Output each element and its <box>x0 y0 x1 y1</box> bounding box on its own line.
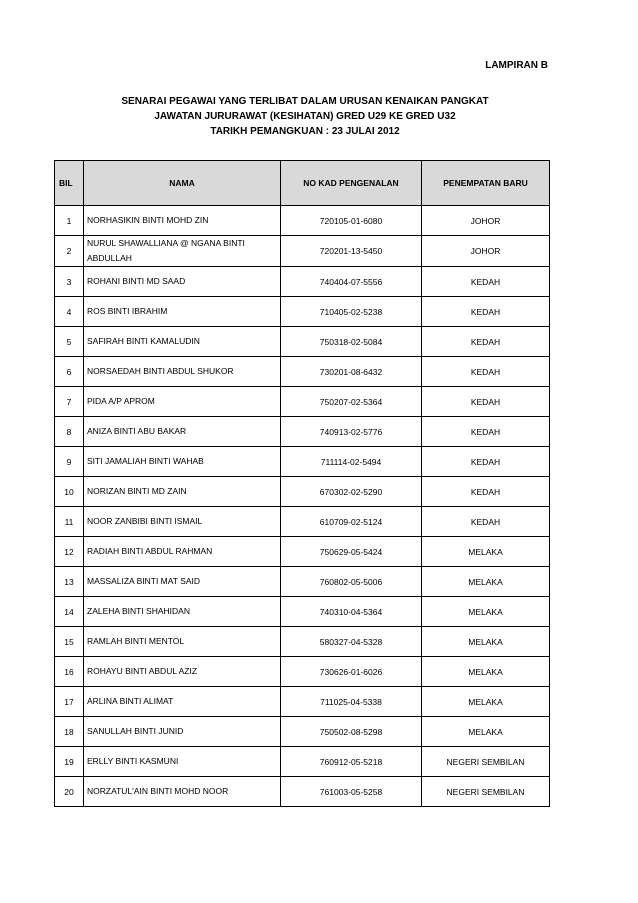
table-row <box>55 777 550 807</box>
cell-penempatan: KEDAH <box>422 477 550 507</box>
cell-kad-pengenalan: 740913-02-5776 <box>281 417 422 447</box>
cell-nama <box>84 717 281 747</box>
cell-penempatan: KEDAH <box>422 357 550 387</box>
cell-nama <box>84 777 281 807</box>
cell-nama <box>84 297 281 327</box>
table-row <box>55 417 550 447</box>
col-header-nama: NAMA <box>84 161 281 206</box>
cell-nama-text: ZALEHA BINTI SHAHIDAN <box>87 606 190 616</box>
col-header-bil: BIL <box>55 161 84 206</box>
cell-kad-pengenalan: 761003-05-5258 <box>281 777 422 807</box>
cell-bil: 11 <box>55 507 84 537</box>
cell-nama <box>84 507 281 537</box>
cell-nama-text: SITI JAMALIAH BINTI WAHAB <box>87 456 204 466</box>
cell-nama <box>84 417 281 447</box>
cell-nama-text: ROHANI BINTI MD SAAD <box>87 276 186 286</box>
col-header-penempatan: PENEMPATAN BARU <box>422 161 550 206</box>
table-row <box>55 597 550 627</box>
cell-bil: 19 <box>55 747 84 777</box>
cell-bil: 15 <box>55 627 84 657</box>
cell-kad-pengenalan: 750207-02-5364 <box>281 387 422 417</box>
cell-nama <box>84 236 281 267</box>
cell-nama-text: ERLLY BINTI KASMUNI <box>87 756 179 766</box>
cell-nama-text: NURUL SHAWALLIANA @ NGANA BINTI ABDULLAH <box>87 238 245 263</box>
cell-bil: 1 <box>55 206 84 236</box>
cell-nama-text: ROS BINTI IBRAHIM <box>87 306 168 316</box>
cell-bil: 7 <box>55 387 84 417</box>
cell-kad-pengenalan: 720201-13-5450 <box>281 236 422 267</box>
cell-kad-pengenalan: 710405-02-5238 <box>281 297 422 327</box>
cell-nama <box>84 627 281 657</box>
cell-kad-pengenalan: 750629-05-5424 <box>281 537 422 567</box>
title-line-3: TARIKH PEMANGKUAN : 23 JULAI 2012 <box>210 126 400 137</box>
cell-penempatan: KEDAH <box>422 387 550 417</box>
cell-penempatan: MELAKA <box>422 627 550 657</box>
cell-nama-text: ARLINA BINTI ALIMAT <box>87 696 174 706</box>
cell-nama <box>84 387 281 417</box>
cell-nama <box>84 357 281 387</box>
table-header-row <box>55 161 550 206</box>
cell-kad-pengenalan: 730201-08-6432 <box>281 357 422 387</box>
cell-penempatan: KEDAH <box>422 297 550 327</box>
cell-penempatan: KEDAH <box>422 447 550 477</box>
cell-nama-text: NORZATUL'AIN BINTI MOHD NOOR <box>87 786 229 796</box>
cell-penempatan: MELAKA <box>422 717 550 747</box>
cell-penempatan: MELAKA <box>422 657 550 687</box>
table-row <box>55 717 550 747</box>
cell-nama <box>84 267 281 297</box>
table-row <box>55 627 550 657</box>
table-row <box>55 537 550 567</box>
cell-bil: 20 <box>55 777 84 807</box>
cell-penempatan: NEGERI SEMBILAN <box>422 747 550 777</box>
cell-bil: 5 <box>55 327 84 357</box>
cell-kad-pengenalan: 670302-02-5290 <box>281 477 422 507</box>
cell-nama-text: MASSALIZA BINTI MAT SAID <box>87 576 201 586</box>
cell-bil: 2 <box>55 236 84 267</box>
col-header-kad-pengenalan: NO KAD PENGENALAN <box>281 161 422 206</box>
cell-kad-pengenalan: 740404-07-5556 <box>281 267 422 297</box>
cell-penempatan: MELAKA <box>422 567 550 597</box>
cell-bil: 4 <box>55 297 84 327</box>
table-row <box>55 297 550 327</box>
cell-kad-pengenalan: 750318-02-5084 <box>281 327 422 357</box>
table-body <box>55 206 550 807</box>
cell-kad-pengenalan: 730626-01-6026 <box>281 657 422 687</box>
cell-penempatan: KEDAH <box>422 507 550 537</box>
cell-penempatan: MELAKA <box>422 537 550 567</box>
table-row <box>55 747 550 777</box>
cell-kad-pengenalan: 760912-05-5218 <box>281 747 422 777</box>
cell-bil: 13 <box>55 567 84 597</box>
cell-nama-text: SANULLAH BINTI JUNID <box>87 726 184 736</box>
cell-nama-text: RADIAH BINTI ABDUL RAHMAN <box>87 546 213 556</box>
cell-bil: 18 <box>55 717 84 747</box>
cell-kad-pengenalan: 720105-01-6080 <box>281 206 422 236</box>
cell-nama-text: ROHAYU BINTI ABDUL AZIZ <box>87 666 198 676</box>
cell-nama <box>84 687 281 717</box>
cell-nama-text: ANIZA BINTI ABU BAKAR <box>87 426 187 436</box>
cell-nama <box>84 747 281 777</box>
title-line-1: SENARAI PEGAWAI YANG TERLIBAT DALAM URUSAN KENAIKAN PANGKAT <box>121 96 489 107</box>
table-row <box>55 267 550 297</box>
cell-penempatan: MELAKA <box>422 687 550 717</box>
cell-kad-pengenalan: 760802-05-5006 <box>281 567 422 597</box>
cell-nama-text: PIDA A/P APROM <box>87 396 155 406</box>
cell-nama-text: NORIZAN BINTI MD ZAIN <box>87 486 187 496</box>
cell-nama <box>84 657 281 687</box>
cell-kad-pengenalan: 750502-08-5298 <box>281 717 422 747</box>
cell-nama <box>84 206 281 236</box>
cell-penempatan: KEDAH <box>422 327 550 357</box>
cell-nama <box>84 567 281 597</box>
cell-nama-text: NORSAEDAH BINTI ABDUL SHUKOR <box>87 366 234 376</box>
table-row <box>55 507 550 537</box>
table-row <box>55 567 550 597</box>
cell-nama-text: NORHASIKIN BINTI MOHD ZIN <box>87 215 209 225</box>
cell-kad-pengenalan: 580327-04-5328 <box>281 627 422 657</box>
table-row <box>55 236 550 267</box>
cell-penempatan: KEDAH <box>422 417 550 447</box>
cell-nama <box>84 327 281 357</box>
title-line-2: JAWATAN JURURAWAT (KESIHATAN) GRED U29 KE GRED U32 <box>154 111 456 122</box>
cell-nama <box>84 537 281 567</box>
cell-nama <box>84 597 281 627</box>
cell-bil: 6 <box>55 357 84 387</box>
document-heading <box>0 94 610 139</box>
table-row <box>55 687 550 717</box>
cell-kad-pengenalan: 610709-02-5124 <box>281 507 422 537</box>
table-row <box>55 447 550 477</box>
cell-kad-pengenalan: 711025-04-5338 <box>281 687 422 717</box>
cell-bil: 16 <box>55 657 84 687</box>
cell-penempatan: JOHOR <box>422 236 550 267</box>
cell-nama-text: NOOR ZANBIBI BINTI ISMAIL <box>87 516 203 526</box>
table-row <box>55 357 550 387</box>
cell-kad-pengenalan: 711114-02-5494 <box>281 447 422 477</box>
table-row <box>55 657 550 687</box>
cell-nama <box>84 447 281 477</box>
cell-penempatan: NEGERI SEMBILAN <box>422 777 550 807</box>
cell-penempatan: MELAKA <box>422 597 550 627</box>
cell-bil: 8 <box>55 417 84 447</box>
cell-penempatan: KEDAH <box>422 267 550 297</box>
cell-bil: 12 <box>55 537 84 567</box>
cell-bil: 14 <box>55 597 84 627</box>
cell-bil: 10 <box>55 477 84 507</box>
lampiran-label: LAMPIRAN B <box>485 60 548 71</box>
cell-nama <box>84 477 281 507</box>
table-row <box>55 387 550 417</box>
table-row <box>55 477 550 507</box>
cell-nama-text: SAFIRAH BINTI KAMALUDIN <box>87 336 200 346</box>
table-row <box>55 206 550 236</box>
cell-bil: 17 <box>55 687 84 717</box>
cell-penempatan: JOHOR <box>422 206 550 236</box>
cell-bil: 3 <box>55 267 84 297</box>
table-row <box>55 327 550 357</box>
cell-bil: 9 <box>55 447 84 477</box>
cell-kad-pengenalan: 740310-04-5364 <box>281 597 422 627</box>
staff-table <box>54 160 550 807</box>
cell-nama-text: RAMLAH BINTI MENTOL <box>87 636 185 646</box>
